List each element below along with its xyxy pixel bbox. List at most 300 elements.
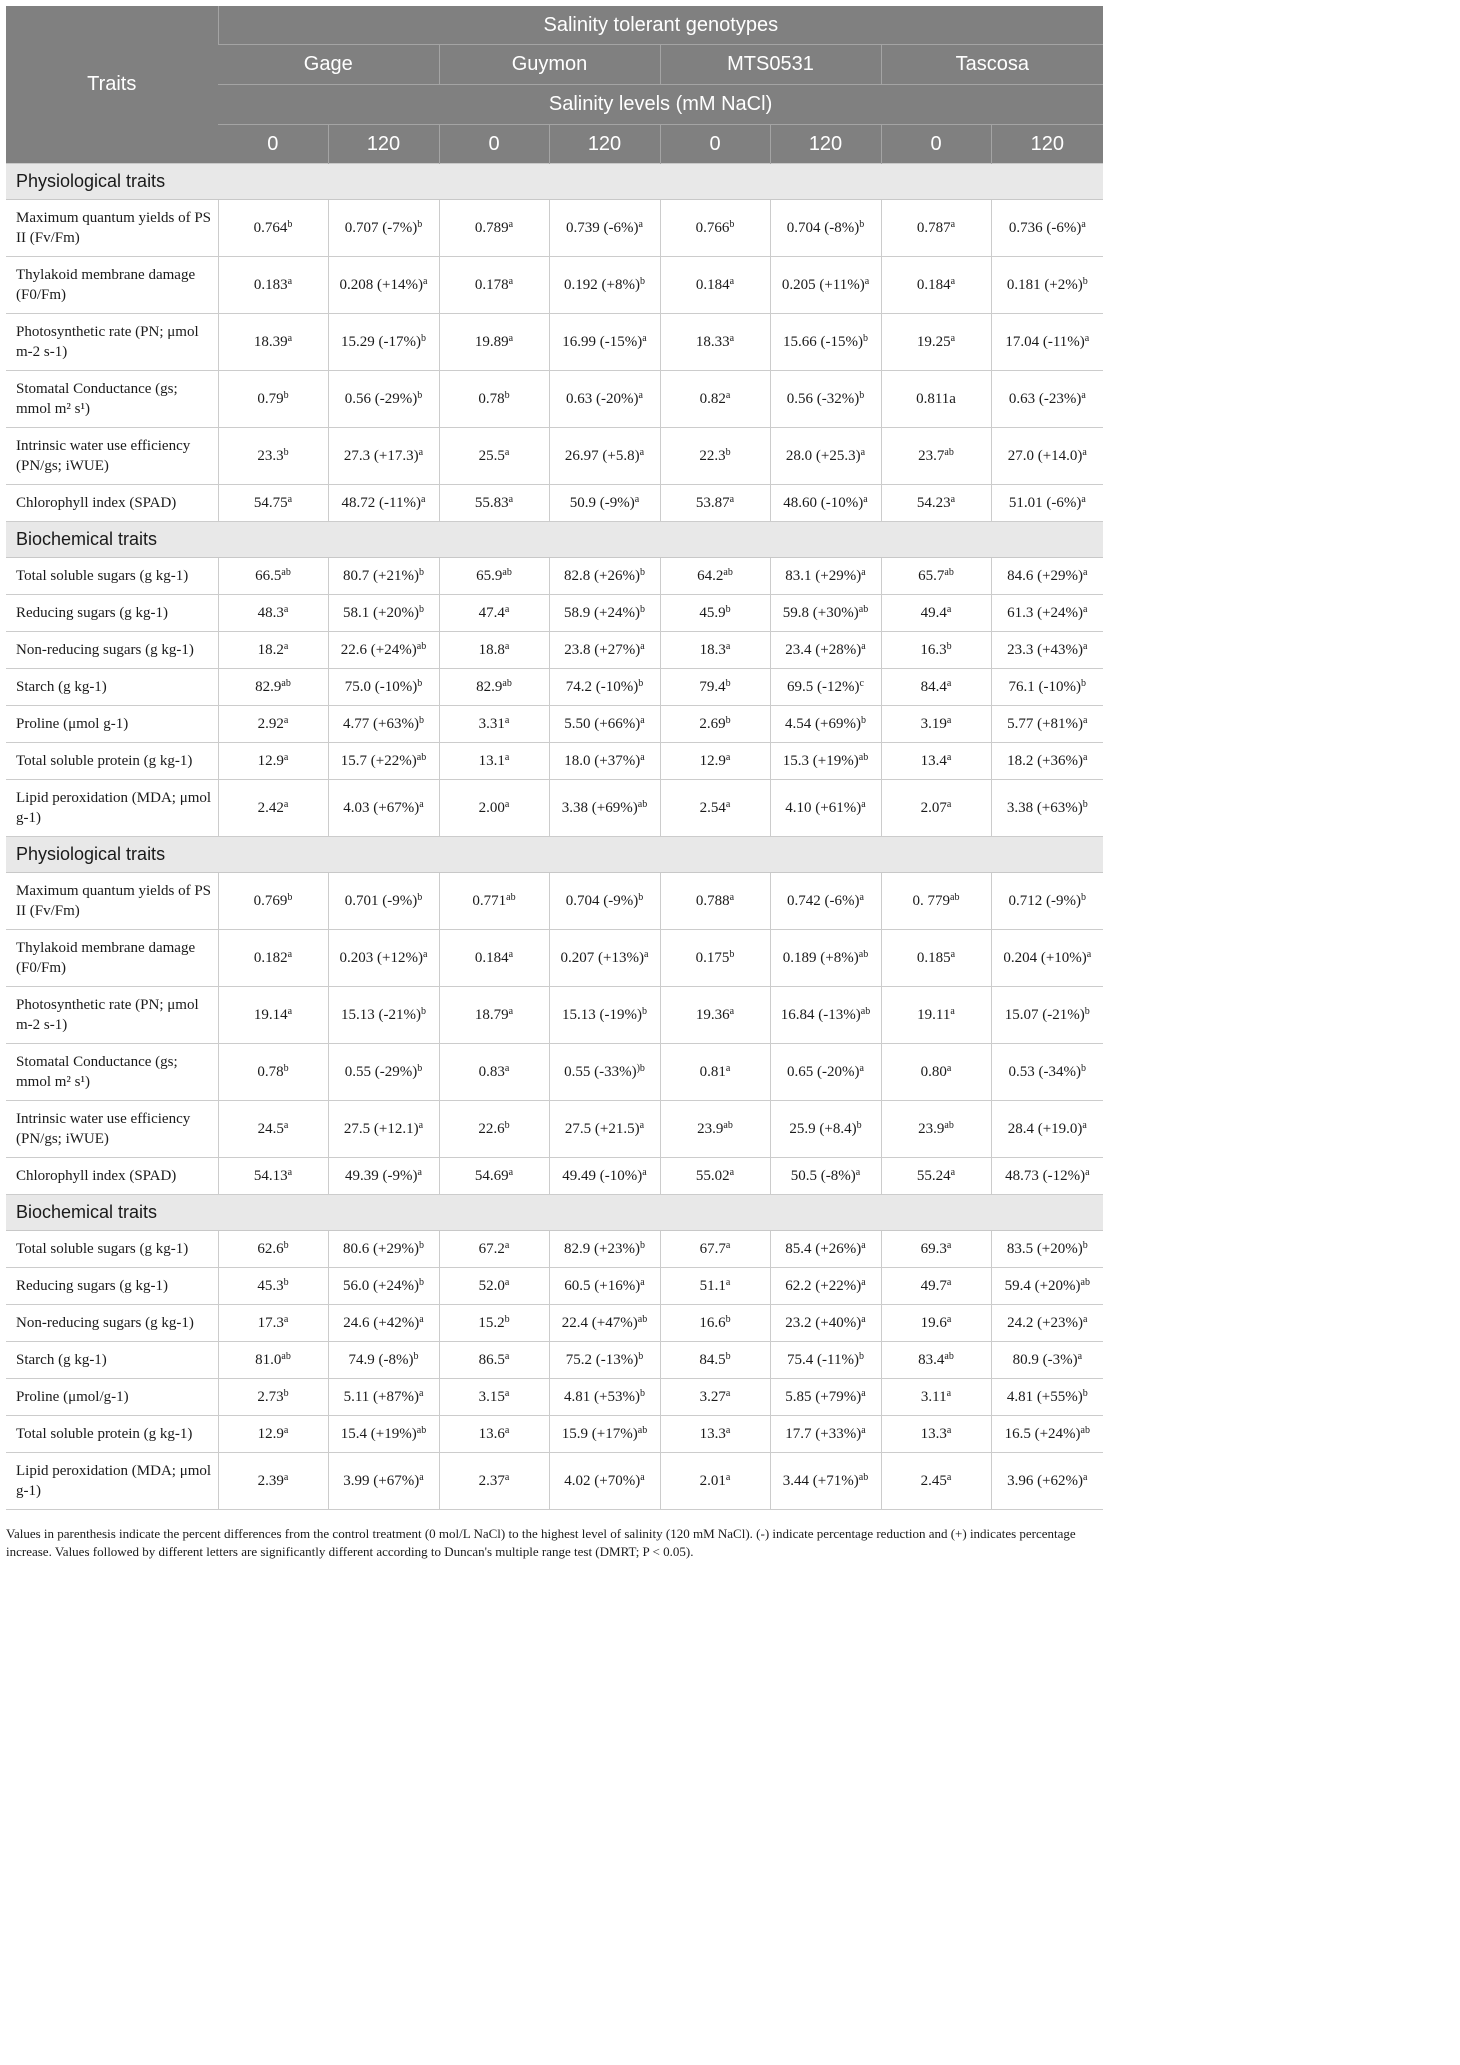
cell-value: 2.39 bbox=[257, 1473, 284, 1489]
value-cell bbox=[660, 873, 770, 930]
significance-letter: a bbox=[946, 715, 952, 726]
cell-value: 49.4 bbox=[920, 605, 947, 621]
value-cell bbox=[549, 595, 660, 632]
value-cell bbox=[770, 1305, 881, 1342]
cell-value: 0.56 (-29%) bbox=[344, 391, 418, 407]
significance-letter: a bbox=[639, 447, 645, 458]
value-cell bbox=[549, 314, 660, 371]
cell-value: 23.8 (+27%) bbox=[564, 642, 641, 658]
value-cell bbox=[660, 595, 770, 632]
cell-value: 26.97 (+5.8) bbox=[564, 448, 640, 464]
cell-value: 55.83 bbox=[474, 495, 509, 511]
cell-value: 2.00 bbox=[478, 800, 505, 816]
significance-letter: a bbox=[946, 678, 952, 689]
significance-letter: a bbox=[946, 1472, 952, 1483]
significance-letter: b bbox=[641, 1006, 647, 1017]
significance-letter: a bbox=[508, 276, 514, 287]
significance-letter: a bbox=[287, 1006, 293, 1017]
table-row bbox=[6, 987, 1103, 1044]
level-header: 120 bbox=[549, 125, 660, 164]
cell-value: 15.3 (+19%) bbox=[782, 753, 859, 769]
significance-letter: b bbox=[725, 1351, 731, 1362]
cell-value: 67.2 bbox=[478, 1241, 505, 1257]
trait-label: Proline (μmol g-1) bbox=[6, 706, 218, 743]
significance-letter: a bbox=[859, 1063, 864, 1074]
cell-value: 5.85 (+79%) bbox=[785, 1389, 862, 1405]
value-cell bbox=[328, 1416, 439, 1453]
value-cell bbox=[991, 595, 1103, 632]
level-header: 0 bbox=[660, 125, 770, 164]
significance-letter: a bbox=[504, 1351, 510, 1362]
table-row bbox=[6, 314, 1103, 371]
value-cell bbox=[770, 1231, 881, 1268]
value-cell bbox=[991, 930, 1103, 987]
significance-letter: a bbox=[861, 1240, 866, 1251]
significance-letter: b bbox=[417, 219, 423, 230]
significance-letter: b bbox=[862, 333, 868, 344]
level-header: 0 bbox=[881, 125, 991, 164]
value-cell bbox=[328, 371, 439, 428]
significance-letter: ab bbox=[416, 1425, 427, 1436]
value-cell bbox=[328, 987, 439, 1044]
significance-letter: b bbox=[1082, 799, 1088, 810]
value-cell bbox=[991, 1342, 1103, 1379]
cell-value: 0.766 bbox=[695, 220, 730, 236]
significance-letter: ab bbox=[858, 752, 869, 763]
cell-value: 15.7 (+22%) bbox=[340, 753, 417, 769]
table-row bbox=[6, 780, 1103, 837]
significance-letter: ab bbox=[502, 567, 512, 578]
trait-label: Stomatal Conductance (gs; mmol m² s¹) bbox=[6, 371, 218, 428]
cell-value: 0.184 bbox=[695, 277, 730, 293]
cell-value: 23.3 bbox=[257, 448, 284, 464]
cell-value: 75.2 (-13%) bbox=[565, 1352, 639, 1368]
significance-letter: b bbox=[420, 1006, 426, 1017]
cell-value: 5.77 (+81%) bbox=[1007, 716, 1084, 732]
cell-value: 12.9 bbox=[257, 1426, 284, 1442]
value-cell bbox=[328, 1231, 439, 1268]
value-cell bbox=[549, 706, 660, 743]
value-cell bbox=[660, 1342, 770, 1379]
table-body bbox=[6, 164, 1103, 1510]
value-cell bbox=[770, 1453, 881, 1510]
cell-value: 0.56 (-32%) bbox=[786, 391, 860, 407]
significance-letter: a bbox=[725, 1388, 731, 1399]
significance-letter: a bbox=[950, 494, 956, 505]
cell-value: 3.99 (+67%) bbox=[343, 1473, 420, 1489]
significance-letter: a bbox=[508, 1006, 514, 1017]
value-cell bbox=[770, 558, 881, 595]
significance-letter: a bbox=[642, 333, 647, 344]
value-cell bbox=[549, 669, 660, 706]
cell-value: 84.6 (+29%) bbox=[1007, 568, 1084, 584]
significance-letter: b bbox=[1081, 678, 1087, 689]
value-cell bbox=[218, 632, 328, 669]
value-cell bbox=[328, 873, 439, 930]
significance-letter: b bbox=[504, 1120, 510, 1131]
cell-value: 2.07 bbox=[920, 800, 947, 816]
significance-letter: b bbox=[417, 390, 423, 401]
significance-letter: a bbox=[419, 799, 424, 810]
significance-letter: a bbox=[1083, 1472, 1088, 1483]
value-cell bbox=[439, 1158, 549, 1195]
cell-value: 3.11 bbox=[920, 1389, 947, 1405]
cell-value: 12.9 bbox=[257, 753, 284, 769]
cell-value: 74.9 (-8%) bbox=[348, 1352, 414, 1368]
significance-letter: a bbox=[861, 1277, 866, 1288]
results-table bbox=[6, 6, 1103, 1510]
value-cell bbox=[770, 669, 881, 706]
cell-value: 0.63 (-23%) bbox=[1008, 391, 1082, 407]
value-cell bbox=[991, 706, 1103, 743]
cell-value: 75.0 (-10%) bbox=[344, 679, 418, 695]
value-cell bbox=[549, 1231, 660, 1268]
significance-letter: b bbox=[1082, 1388, 1088, 1399]
table-row bbox=[6, 1305, 1103, 1342]
cell-value: 24.2 (+23%) bbox=[1007, 1315, 1084, 1331]
value-cell bbox=[549, 1305, 660, 1342]
value-cell bbox=[549, 371, 660, 428]
cell-value: 64.2 bbox=[697, 568, 724, 584]
significance-letter: a bbox=[504, 1472, 510, 1483]
significance-letter: a bbox=[725, 1472, 731, 1483]
value-cell bbox=[660, 371, 770, 428]
significance-letter: ab bbox=[858, 1472, 869, 1483]
significance-letter: b bbox=[418, 604, 424, 615]
significance-letter: ab bbox=[858, 604, 869, 615]
cell-value: 54.13 bbox=[253, 1168, 288, 1184]
value-cell bbox=[991, 558, 1103, 595]
significance-letter: a bbox=[861, 799, 866, 810]
value-cell bbox=[218, 1101, 328, 1158]
cell-value: 15.9 (+17%) bbox=[561, 1426, 638, 1442]
significance-letter: ab bbox=[281, 567, 291, 578]
cell-value: 84.5 bbox=[699, 1352, 726, 1368]
section-header bbox=[6, 837, 1103, 873]
value-cell bbox=[770, 595, 881, 632]
cell-value: 16.6 bbox=[699, 1315, 726, 1331]
cell-value: 0.736 (-6%) bbox=[1008, 220, 1082, 236]
cell-value: 84.4 bbox=[920, 679, 947, 695]
cell-value: 0.771 bbox=[472, 893, 507, 909]
value-cell bbox=[991, 743, 1103, 780]
value-cell bbox=[439, 314, 549, 371]
value-cell bbox=[218, 485, 328, 522]
significance-letter: a bbox=[504, 1388, 510, 1399]
significance-letter: a bbox=[644, 949, 649, 960]
table-row bbox=[6, 1453, 1103, 1510]
significance-letter: ab bbox=[637, 799, 648, 810]
cell-value: 58.9 (+24%) bbox=[564, 605, 640, 621]
value-cell bbox=[991, 485, 1103, 522]
trait-label: Intrinsic water use efficiency (PN/gs; iWUE) bbox=[6, 1101, 218, 1158]
significance-letter: a bbox=[1086, 949, 1092, 960]
significance-letter: ab bbox=[944, 1351, 954, 1362]
cell-value: 22.6 (+24%) bbox=[340, 642, 417, 658]
cell-value: 0.175 bbox=[695, 950, 730, 966]
value-cell bbox=[439, 987, 549, 1044]
cell-value: 82.8 (+26%) bbox=[564, 568, 640, 584]
cell-value: 0.742 (-6%) bbox=[787, 893, 860, 909]
value-cell bbox=[770, 1416, 881, 1453]
section-title: Physiological traits bbox=[6, 837, 1103, 873]
significance-letter: a bbox=[729, 892, 735, 903]
section-header bbox=[6, 1195, 1103, 1231]
cell-value: 58.1 (+20%) bbox=[343, 605, 419, 621]
significance-letter: a bbox=[1081, 219, 1086, 230]
cell-value: 0.181 (+2%) bbox=[1006, 277, 1083, 293]
cell-value: 56.0 (+24%) bbox=[343, 1278, 419, 1294]
significance-letter: a bbox=[950, 1006, 955, 1017]
value-cell bbox=[991, 428, 1103, 485]
significance-letter: ab bbox=[858, 949, 869, 960]
table-row bbox=[6, 200, 1103, 257]
trait-label: Lipid peroxidation (MDA; μmol g-1) bbox=[6, 1453, 218, 1510]
significance-letter: a bbox=[861, 1425, 866, 1436]
value-cell bbox=[881, 743, 991, 780]
significance-letter: a bbox=[946, 799, 952, 810]
value-cell bbox=[881, 314, 991, 371]
cell-value: 24.6 (+42%) bbox=[343, 1315, 420, 1331]
cell-value: 49.7 bbox=[920, 1278, 947, 1294]
significance-letter: a bbox=[1081, 494, 1086, 505]
cell-value: 28.0 (+25.3) bbox=[785, 448, 861, 464]
value-cell bbox=[770, 1379, 881, 1416]
significance-letter: a bbox=[855, 1167, 861, 1178]
value-cell bbox=[439, 1101, 549, 1158]
significance-letter: b bbox=[283, 1388, 289, 1399]
significance-letter: b bbox=[1081, 1063, 1087, 1074]
significance-letter: b bbox=[413, 1351, 419, 1362]
significance-letter: a bbox=[950, 219, 956, 230]
significance-letter: ab bbox=[950, 892, 960, 903]
value-cell bbox=[770, 780, 881, 837]
cell-value: 79.4 bbox=[699, 679, 726, 695]
cell-value: 12.9 bbox=[699, 753, 726, 769]
significance-letter: ab bbox=[723, 1120, 733, 1131]
cell-value: 0.83 bbox=[478, 1064, 505, 1080]
value-cell bbox=[770, 930, 881, 987]
value-cell bbox=[991, 1231, 1103, 1268]
significance-letter: )b bbox=[636, 1063, 645, 1074]
significance-letter: ab bbox=[944, 447, 954, 458]
cell-value: 18.3 bbox=[699, 642, 726, 658]
genotype-header: Guymon bbox=[439, 45, 660, 85]
value-cell bbox=[218, 743, 328, 780]
significance-letter: a bbox=[725, 1063, 731, 1074]
cell-value: 22.6 bbox=[478, 1121, 505, 1137]
significance-letter: b bbox=[283, 447, 289, 458]
cell-value: 55.02 bbox=[695, 1168, 730, 1184]
significance-letter: ab bbox=[944, 1120, 954, 1131]
significance-letter: a bbox=[946, 1063, 952, 1074]
value-cell bbox=[439, 743, 549, 780]
cell-value: 27.5 (+12.1) bbox=[343, 1121, 419, 1137]
cell-value: 0.81 bbox=[699, 1064, 726, 1080]
significance-letter: a bbox=[946, 752, 952, 763]
cell-value: 45.3 bbox=[257, 1278, 284, 1294]
cell-value: 13.6 bbox=[478, 1426, 505, 1442]
value-cell bbox=[991, 1158, 1103, 1195]
significance-letter: a bbox=[423, 949, 428, 960]
cell-value: 16.5 (+24%) bbox=[1004, 1426, 1081, 1442]
significance-letter: a bbox=[508, 1167, 514, 1178]
value-cell bbox=[328, 200, 439, 257]
value-cell bbox=[549, 1416, 660, 1453]
significance-letter: a bbox=[504, 1277, 510, 1288]
cell-value: 0.55 (-33%) bbox=[564, 1064, 637, 1080]
significance-letter: b bbox=[417, 678, 423, 689]
cell-value: 59.8 (+30%) bbox=[782, 605, 859, 621]
cell-value: 4.81 (+53%) bbox=[564, 1389, 640, 1405]
value-cell bbox=[770, 257, 881, 314]
cell-value: 3.31 bbox=[478, 716, 505, 732]
value-cell bbox=[660, 1101, 770, 1158]
value-cell bbox=[881, 1268, 991, 1305]
value-cell bbox=[439, 1305, 549, 1342]
value-cell bbox=[660, 1305, 770, 1342]
significance-letter: a bbox=[946, 1314, 952, 1325]
table-row bbox=[6, 1158, 1103, 1195]
cell-value: 17.04 (-11%) bbox=[1005, 334, 1085, 350]
significance-letter: b bbox=[417, 892, 423, 903]
significance-letter: a bbox=[729, 1006, 735, 1017]
cell-value: 15.13 (-19%) bbox=[562, 1007, 642, 1023]
significance-letter: a bbox=[504, 799, 510, 810]
significance-letter: b bbox=[283, 1063, 289, 1074]
value-cell bbox=[439, 371, 549, 428]
value-cell bbox=[881, 595, 991, 632]
cell-value: 15.13 (-21%) bbox=[341, 1007, 421, 1023]
significance-letter: a bbox=[283, 752, 289, 763]
cell-value: 0.205 (+11%) bbox=[781, 277, 865, 293]
trait-label: Maximum quantum yields of PS II (Fv/Fm) bbox=[6, 873, 218, 930]
cell-value: 0.55 (-29%) bbox=[344, 1064, 418, 1080]
cell-value: 65.7 bbox=[918, 568, 945, 584]
cell-value: 18.8 bbox=[478, 642, 505, 658]
table-row bbox=[6, 257, 1103, 314]
cell-value: 0.712 (-9%) bbox=[1008, 893, 1082, 909]
value-cell bbox=[549, 485, 660, 522]
cell-value: 45.9 bbox=[699, 605, 726, 621]
value-cell bbox=[439, 780, 549, 837]
trait-label: Thylakoid membrane damage (F0/Fm) bbox=[6, 257, 218, 314]
value-cell bbox=[439, 428, 549, 485]
cell-value: 0.704 (-8%) bbox=[786, 220, 860, 236]
cell-value: 13.4 bbox=[920, 753, 947, 769]
cell-value: 49.39 (-9%) bbox=[345, 1168, 418, 1184]
significance-letter: a bbox=[860, 447, 866, 458]
value-cell bbox=[218, 1305, 328, 1342]
cell-value: 48.73 (-12%) bbox=[1005, 1168, 1086, 1184]
cell-value: 15.66 (-15%) bbox=[783, 334, 863, 350]
significance-letter: a bbox=[283, 1120, 289, 1131]
value-cell bbox=[991, 1044, 1103, 1101]
cell-value: 15.2 bbox=[478, 1315, 505, 1331]
significance-letter: b bbox=[283, 390, 289, 401]
significance-letter: a bbox=[725, 1425, 731, 1436]
significance-letter: b bbox=[638, 1351, 644, 1362]
value-cell bbox=[328, 743, 439, 780]
genotype-header: Gage bbox=[218, 45, 439, 85]
value-cell bbox=[328, 1379, 439, 1416]
significance-letter: ab bbox=[1080, 1425, 1090, 1436]
value-cell bbox=[660, 1044, 770, 1101]
level-header: 120 bbox=[770, 125, 881, 164]
trait-label: Photosynthetic rate (PN; μmol m-2 s-1) bbox=[6, 987, 218, 1044]
cell-value: 61.3 (+24%) bbox=[1007, 605, 1084, 621]
significance-letter: b bbox=[504, 390, 510, 401]
cell-value: 19.14 bbox=[253, 1007, 288, 1023]
significance-letter: a bbox=[861, 1388, 866, 1399]
significance-letter: b bbox=[639, 604, 645, 615]
value-cell bbox=[218, 780, 328, 837]
significance-letter: ab bbox=[281, 678, 291, 689]
value-cell bbox=[549, 1379, 660, 1416]
significance-letter: a bbox=[1083, 641, 1088, 652]
significance-letter: a bbox=[950, 1167, 956, 1178]
significance-letter: a bbox=[287, 333, 293, 344]
cell-value: 66.5 bbox=[255, 568, 282, 584]
cell-value: 50.9 (-9%) bbox=[569, 495, 635, 511]
value-cell bbox=[660, 200, 770, 257]
value-cell bbox=[770, 200, 881, 257]
trait-label: Photosynthetic rate (PN; μmol m-2 s-1) bbox=[6, 314, 218, 371]
value-cell bbox=[660, 669, 770, 706]
significance-letter: ab bbox=[502, 678, 512, 689]
value-cell bbox=[881, 873, 991, 930]
significance-letter: a bbox=[640, 1277, 645, 1288]
trait-label: Non-reducing sugars (g kg-1) bbox=[6, 632, 218, 669]
cell-value: 15.4 (+19%) bbox=[340, 1426, 417, 1442]
significance-letter: a bbox=[639, 1120, 645, 1131]
value-cell bbox=[328, 1044, 439, 1101]
value-cell bbox=[328, 1268, 439, 1305]
cell-value: 2.42 bbox=[257, 800, 284, 816]
significance-letter: a bbox=[504, 641, 510, 652]
table-row bbox=[6, 873, 1103, 930]
significance-letter: ab bbox=[281, 1351, 291, 1362]
value-cell bbox=[439, 1044, 549, 1101]
cell-value: 18.39 bbox=[253, 334, 288, 350]
significance-letter: a bbox=[419, 1472, 424, 1483]
value-cell bbox=[991, 1268, 1103, 1305]
trait-label: Total soluble sugars (g kg-1) bbox=[6, 558, 218, 595]
cell-value: 55.24 bbox=[916, 1168, 951, 1184]
value-cell bbox=[439, 1268, 549, 1305]
cell-value: 74.2 (-10%) bbox=[565, 679, 639, 695]
cell-value: 18.0 (+37%) bbox=[564, 753, 641, 769]
value-cell bbox=[660, 987, 770, 1044]
cell-value: 0.207 (+13%) bbox=[560, 950, 644, 966]
cell-value: 0.189 (+8%) bbox=[782, 950, 859, 966]
value-cell bbox=[218, 200, 328, 257]
cell-value: 15.29 (-17%) bbox=[341, 334, 421, 350]
value-cell bbox=[439, 1416, 549, 1453]
value-cell bbox=[218, 1231, 328, 1268]
value-cell bbox=[770, 1101, 881, 1158]
value-cell bbox=[549, 1044, 660, 1101]
cell-value: 4.10 (+61%) bbox=[785, 800, 862, 816]
value-cell bbox=[218, 1268, 328, 1305]
value-cell bbox=[549, 743, 660, 780]
cell-value: 51.01 (-6%) bbox=[1008, 495, 1082, 511]
significance-letter: a bbox=[419, 1314, 424, 1325]
cell-value: 18.79 bbox=[474, 1007, 509, 1023]
cell-value: 0.704 (-9%) bbox=[565, 893, 639, 909]
significance-letter: a bbox=[725, 1277, 731, 1288]
value-cell bbox=[881, 1044, 991, 1101]
